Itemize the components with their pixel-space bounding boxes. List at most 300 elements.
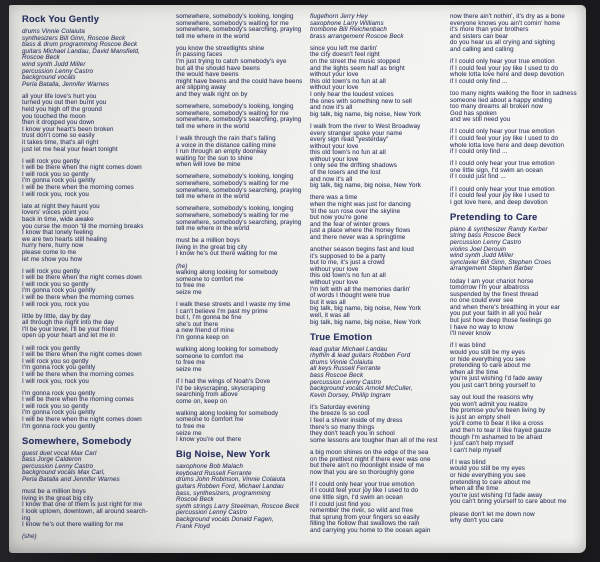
- lyric-line: tomorrow I'm your albatross: [450, 284, 530, 292]
- lyric-line: do you hear us all crying and sighing: [450, 39, 555, 47]
- lyric-line: if I could only hear your true emotion: [450, 185, 555, 193]
- stanza: [176, 347, 316, 373]
- lyric-line: held you high off the ground: [22, 106, 102, 114]
- lyric-line: a big moon shines on the edge of the sea: [310, 448, 429, 456]
- stanza: [310, 482, 452, 535]
- lyric-line: the city doesn't feel right: [310, 51, 380, 59]
- credit-line: percussion Lenny Castro: [176, 509, 248, 517]
- lyric-line: I will be there when the morning comes: [22, 370, 134, 378]
- lyric-line: somewhere, somebody's looking, longing: [176, 205, 294, 213]
- lyric-line: I'm gonna rock you gently: [22, 389, 96, 397]
- lyric-line: someone to comfort me: [176, 275, 244, 283]
- lyric-line: ing: [22, 514, 31, 522]
- song-title: [176, 449, 316, 459]
- lyric-line: if I could only hear your true emotion: [310, 480, 415, 488]
- lyric-line: I will be there when the night comes down: [22, 415, 142, 423]
- lyric-line: of words I thought were true: [310, 292, 391, 300]
- lyric-line: without your love: [310, 71, 359, 79]
- lyric-line: some lessons are tougher than all of the rest: [310, 436, 438, 444]
- lyric-line: you just can't bring yourself to: [450, 381, 536, 389]
- credit-line: bass Roscoe Beck: [310, 372, 364, 379]
- lyric-line: to free me: [176, 282, 206, 290]
- lyric-line: big talk, big name, big noise, New York: [310, 305, 421, 313]
- credit-line: percussion Lenny Castro: [450, 239, 522, 247]
- lyric-line: why don't you care: [450, 517, 504, 525]
- lyric-line: I got love here, and deep devotion: [450, 198, 548, 206]
- song-title: [22, 14, 172, 24]
- credit-line: background vocals Donald Fagen,: [176, 516, 274, 523]
- lyric-line: I will rock you so gently: [22, 280, 89, 288]
- stanza: [22, 269, 172, 309]
- lyric-line: this old town's no fun at all: [310, 272, 386, 280]
- lyric-line: of the losers and the lost: [310, 169, 381, 177]
- lyric-line: and they walk right on by: [176, 91, 248, 99]
- lyric-line: I know he's out there waiting for me: [22, 521, 124, 529]
- lyric-line: and the lights seem half as bright: [310, 64, 405, 72]
- stanza: [450, 91, 582, 124]
- lyric-line: I look uptown, downtown, all around search-: [22, 507, 148, 515]
- stanza: [450, 343, 582, 389]
- lyric-line: too many nights walking the floor in sadness: [450, 89, 577, 97]
- lyric-line: pretending to care about me: [450, 362, 531, 370]
- lyric-line: I know that lonely feeling: [22, 229, 93, 237]
- credit-line: keyboard Russell Ferrante: [176, 469, 252, 477]
- credits-block: [310, 347, 452, 400]
- lyric-line: remember the river, so wild and free: [310, 507, 414, 515]
- lyric-line: one little sign, I'd swim an ocean: [310, 494, 403, 501]
- lyric-line: today I am your chariot horse: [450, 277, 534, 285]
- lyric-line: now there ain't nothin', it's dry as a bone: [450, 13, 565, 20]
- credit-line: piano & synthesizer Randy Kerber: [450, 225, 548, 233]
- credit-line: bass, synthesizers, programming: [176, 489, 271, 497]
- lyric-line: whole lotta love here and deep devotion: [450, 141, 565, 149]
- credit-line: background vocals Max Carl,: [22, 469, 106, 477]
- lyric-line: tell me where in the world: [176, 32, 250, 40]
- lyric-line: I will be there when the night comes down: [22, 274, 142, 282]
- lyric-line: but to me, it's just a crowd: [310, 259, 385, 267]
- lyric-line: and then to tear it like frayed gauze: [450, 426, 552, 434]
- stanza: [22, 314, 172, 340]
- credit-line: synthesizers Bill Ginn, Roscoe Beck: [22, 34, 126, 42]
- lyric-line: I will rock you, rock you: [22, 377, 89, 385]
- credit-line: flugelhorn Jerry Hey: [310, 13, 368, 20]
- lyric-line: they don't teach you in school: [310, 430, 395, 438]
- credit-line: string bass Roscoe Beck: [450, 232, 521, 240]
- credit-line: bass & drum programming Roscoe Beck: [22, 41, 138, 49]
- lyric-line: somewhere, somebody's waiting for me: [176, 109, 289, 117]
- lyric-line: I walk through the rain that's falling: [176, 135, 276, 142]
- lyric-line: you'll come to bear it like a cross: [450, 420, 544, 428]
- credit-line: lead guitar Michael Landau: [310, 345, 388, 353]
- lyric-line: and sisters can bear: [450, 32, 509, 40]
- lyric-line: seize me: [176, 288, 202, 296]
- lyric-line: all your life love's hurt you: [22, 92, 97, 100]
- lyric-line: a new friend of mine: [176, 327, 235, 335]
- stanza: [450, 279, 582, 338]
- lyric-line: I'd be skyscraping, skyscraping: [176, 384, 266, 392]
- lyric-line: I will be there when the morning comes: [22, 184, 134, 192]
- lyric-line: the would have beens: [176, 71, 239, 79]
- credits-block: [22, 451, 172, 484]
- lyric-line: someone to comfort me: [176, 416, 244, 424]
- stanza: [22, 159, 172, 199]
- lyric-line: this old town's no fun at all: [310, 77, 386, 85]
- stanza: [176, 136, 316, 169]
- credit-line: rhythm & lead guitars Robben Ford: [310, 352, 411, 360]
- lyric-line: somewhere, somebody's searching, praying: [176, 116, 302, 124]
- lyric-line: when the night was just for dancing: [310, 200, 411, 208]
- lyric-line: to free me: [176, 422, 206, 430]
- lyric-line: I can't help myself: [450, 446, 502, 454]
- lyric-line: but now you're gone: [310, 214, 368, 222]
- lyric-line: someone lied about a happy ending: [450, 96, 553, 104]
- lyrics-column-2: [176, 14, 316, 536]
- lyric-line: I will rock you gently: [22, 267, 81, 275]
- lyric-line: there's so many things: [310, 423, 375, 431]
- lyric-line: somewhere, somebody's waiting for me: [176, 19, 289, 27]
- credit-line: all keys Russell Ferrante: [310, 365, 381, 373]
- lyric-line: if I could only hear your true emotion: [450, 160, 555, 168]
- lyric-line: filling the hollow that swallows the rain: [310, 520, 420, 528]
- lyric-line: must be a million boys: [176, 237, 240, 245]
- lyric-line: walking along looking for somebody: [176, 269, 279, 277]
- lyric-line: if I was blind: [450, 458, 486, 466]
- lyric-line: I will rock you so gently: [22, 402, 89, 410]
- lyric-line: you won't admit you realize: [450, 400, 528, 408]
- lyric-line: I know he's out there waiting for me: [176, 250, 278, 258]
- lyric-line: you put your faith in all you hear: [450, 310, 542, 318]
- lyric-line: I feel a shiver inside of my dress: [310, 417, 403, 425]
- lyric-line: just a place where the money flows: [310, 227, 411, 235]
- lyric-line: open up your heart and let me in: [22, 332, 115, 340]
- lyric-line: every stranger spoke your name: [310, 129, 403, 137]
- credit-line: background vocals: [22, 74, 76, 82]
- lyric-line: on the street the music stopped: [310, 58, 401, 66]
- stanza: [310, 247, 452, 326]
- credit-line: wind synth Judd Miller: [450, 252, 514, 260]
- lyric-line: you know the streetlights shine: [176, 44, 265, 52]
- credit-line: drums John Robinson, Vinnie Colaiuta: [176, 476, 286, 484]
- lyric-line: on the prettiest night if there ever was one: [310, 455, 431, 463]
- stanza: [176, 411, 316, 444]
- lyric-line: I will rock you, rock you: [22, 190, 89, 198]
- stanza: [450, 512, 582, 525]
- lyric-line: 'til the sun rose over the skyline: [310, 207, 401, 215]
- lyric-line: big talk, big name, big noise, New York: [310, 110, 421, 118]
- lyric-line: you touched the moon: [22, 112, 86, 120]
- lyric-line: living in the great big city: [22, 494, 94, 502]
- lyric-line: if I could feel your joy like I used to do: [310, 487, 419, 495]
- credit-line: wind synth Judd Miller: [22, 60, 86, 68]
- stanza: [176, 379, 316, 405]
- lyric-line: there was a time: [310, 194, 358, 202]
- lyric-line: please don't let me down now: [450, 510, 535, 518]
- lyric-line: without your love: [310, 84, 359, 92]
- lyric-line: I'm gonna rock you gently: [22, 177, 96, 185]
- stanza: [450, 129, 582, 155]
- lyric-line: somewhere, somebody's searching, praying: [176, 26, 302, 34]
- lyric-line: big talk, big name, big noise, New York: [310, 318, 421, 326]
- credit-line: Frank Floyd: [176, 522, 210, 530]
- credit-line: trombone Bill Reichenbach: [310, 26, 387, 34]
- lyric-line: that sprung from your fingers so easily: [310, 513, 420, 521]
- credit-line: background vocals Arnold McCuller,: [310, 385, 413, 393]
- lyric-line: I can't believe I'm past my prime: [176, 307, 268, 315]
- lyric-line: I only hear the loudest voices: [310, 91, 394, 99]
- stanza: [176, 302, 316, 342]
- lyric-line: seize me: [176, 429, 202, 437]
- lyric-line: somewhere, somebody's waiting for me: [176, 211, 289, 219]
- lyric-line: I run through an empty doorway: [176, 148, 267, 156]
- lyric-line: I know you're out there: [176, 436, 242, 444]
- stanza: [450, 187, 582, 207]
- lyric-line: and there never was a springtime: [310, 233, 406, 241]
- lyric-line: trust don't come so easily: [22, 132, 95, 140]
- credit-line: percussion Lenny Castro: [310, 378, 382, 386]
- credit-line: Kevin Dorsey, Phillip Ingram: [310, 391, 391, 399]
- lyric-line: if I could feel your joy like I used to: [450, 192, 550, 200]
- lyric-line: I will rock you gently: [22, 157, 81, 165]
- lyric-line: come on, keep on: [176, 397, 228, 405]
- credit-line: guitars Michael Landau, David Mansfield,: [22, 47, 140, 55]
- lyric-line: waiting for the sun to shine: [176, 154, 253, 162]
- lyric-line: no one could ever see: [450, 297, 514, 305]
- lyric-line: the promise you've been living by: [450, 407, 546, 415]
- lyric-line: I'm gonna rock you gently: [22, 287, 96, 295]
- stanza: [22, 94, 172, 153]
- stanza: [450, 161, 582, 181]
- credit-line: Roscoe Beck: [176, 496, 214, 504]
- lyric-line: tell me where in the world: [176, 193, 250, 201]
- lyric-line: somewhere, somebody's looking, longing: [176, 103, 294, 111]
- song-title-text: Somewhere, Somebody: [22, 434, 132, 446]
- lyric-line: and now it's all: [310, 104, 353, 112]
- lyric-line: if I could only find ...: [450, 148, 508, 156]
- lyric-line: without your love: [310, 155, 359, 163]
- lyric-line: if I could just find ...: [450, 173, 506, 181]
- stanza: [176, 206, 316, 232]
- lyric-line: turned you out then burnt you: [22, 99, 107, 107]
- lyric-line: without your love: [310, 142, 359, 150]
- song-title: [450, 212, 582, 222]
- lyric-line: too many dreams all broken now: [450, 103, 544, 111]
- lyric-line: and the fear of winter grows: [310, 220, 390, 228]
- lyric-line: she's out there: [176, 320, 219, 328]
- lyrics-column-1: [22, 14, 172, 546]
- stanza: [22, 346, 172, 386]
- credit-line: saxophone Bob Malach: [176, 463, 244, 471]
- lyric-line: searching from above: [176, 391, 238, 399]
- lyric-line: it takes time, that's all right: [22, 139, 99, 146]
- lyric-line: without your love: [310, 265, 359, 273]
- lyrics-column-4: [450, 14, 582, 530]
- credit-line: Perla Batalla, Jennifer Warnes: [22, 80, 110, 88]
- lyric-line: I'll be your lover, I'll be your friend: [22, 325, 119, 333]
- stanza: [176, 238, 316, 258]
- lyric-line: and calling and calling: [450, 45, 514, 53]
- credit-line: percussion Lenny Castro: [22, 67, 94, 75]
- stanza: [22, 534, 172, 541]
- lyric-line: all through the night into the day: [22, 319, 115, 327]
- credit-line: percussion Lenny Castro: [22, 462, 94, 470]
- lyric-line: I'm gonna rock you gently: [22, 422, 96, 430]
- lyric-line: someone to comfort me: [176, 352, 244, 360]
- lyric-line: hurry here, hurry now: [22, 242, 84, 250]
- lyric-line: one little sign, I'd swim an ocean: [450, 166, 543, 174]
- stanza: [450, 14, 582, 54]
- lyric-line: and we still need you: [450, 116, 511, 124]
- lyric-line: I'm gonna keep on: [176, 333, 229, 341]
- credit-line: drums Vinnie Colaiuta: [310, 358, 373, 366]
- lyric-line: it's more than your brothers: [450, 26, 529, 34]
- lyric-line: I will be there when the night comes down: [22, 164, 142, 172]
- lyric-line: are slipping away: [176, 84, 226, 92]
- credit-line: synclavier Bill Ginn, Stephen Croes: [450, 258, 552, 266]
- lyric-line: might have beens and the could have beens: [176, 77, 303, 85]
- lyric-line: must be a million boys: [22, 488, 86, 496]
- lyric-line: then it dropped you down: [22, 119, 95, 127]
- stanza: [310, 124, 452, 190]
- lyric-line: but there ain't no moonlight inside of me: [310, 462, 425, 470]
- lyric-line: would you still be my eyes: [450, 348, 525, 356]
- lyric-line: in passing faces: [176, 51, 223, 59]
- lyric-line: is just an empty shell: [450, 413, 511, 421]
- lyric-line: just let me heal your heart tonight: [22, 145, 118, 153]
- lyric-line: if I had the wings of Noah's Dove: [176, 377, 271, 385]
- lyrics-column-3: [310, 14, 452, 540]
- lyric-line: you're just wishing I'd fade away: [450, 375, 543, 383]
- credit-line: guest duet vocal Max Carl: [22, 449, 97, 457]
- lyric-line: it's Saturday evening: [310, 403, 370, 411]
- lyric-line: but it was all: [310, 298, 346, 306]
- lyric-line: you can't bring yourself to care about me: [450, 498, 567, 506]
- lyric-line: I will be there when the morning comes: [22, 396, 134, 404]
- lyric-line: a voice in the distance calling mine: [176, 141, 276, 149]
- stanza: [310, 195, 452, 241]
- lyric-line: you curse the moon 'til the morning breaks: [22, 222, 144, 230]
- lyric-line: if I could feel your joy like I used to do: [450, 135, 559, 142]
- credit-line: Perla Batalla and Jennifer Warnes: [22, 476, 120, 484]
- lyric-line: it's supposed to be a party: [310, 252, 386, 260]
- credit-line: saxophone Larry Williams: [310, 19, 384, 27]
- lyric-line: I'm gonna rock you gently: [22, 364, 96, 372]
- lyric-line: little by little, day by day: [22, 312, 91, 320]
- lyric-line: when all the time: [450, 368, 499, 376]
- lyric-line: I'm gonna rock you gently: [22, 409, 96, 417]
- lyric-line: back in time, wide awake: [22, 215, 94, 223]
- stanza: [450, 59, 582, 85]
- credit-line: brass arrangement Roscoe Beck: [310, 32, 404, 40]
- stanza: [22, 489, 172, 529]
- stanza: [22, 204, 172, 263]
- lyric-line: since you left me darlin': [310, 44, 378, 52]
- lyric-line: I will rock you, rock you: [22, 300, 89, 308]
- lyric-line: the breeze is so cool: [310, 410, 370, 418]
- lyric-line: when will love be mine: [176, 161, 241, 169]
- lyric-line: I just can't help myself: [450, 440, 514, 448]
- lyric-line: if I could feel your joy like I used to do: [450, 64, 559, 72]
- lyric-line: (he): [176, 262, 188, 270]
- lyric-line: I'll never know: [450, 330, 491, 338]
- lyric-line: I will rock you so gently: [22, 357, 89, 365]
- song-title: [310, 332, 452, 342]
- lyric-line: we are two hearts still healing: [22, 235, 107, 243]
- lyric-line: big talk, big name, big noise, New York: [310, 182, 421, 190]
- lyric-line: I walk these streets and I waste my time: [176, 300, 291, 308]
- stanza: [310, 405, 452, 445]
- lyric-line: if I could just find you: [310, 500, 371, 508]
- lyric-line: but just how deep those feelings go: [450, 317, 552, 325]
- lyric-line: say out loud the reasons why: [450, 394, 534, 401]
- lyric-line: if I could only hear your true emotion: [450, 58, 555, 66]
- lyric-line: if I could only hear your true emotion: [450, 128, 555, 136]
- lyric-line: I will be there when the night comes down: [22, 351, 142, 359]
- lyric-line: if I was blind: [450, 342, 486, 350]
- credit-line: Roscoe Beck: [22, 54, 60, 62]
- lyric-line: tell me where in the world: [176, 225, 250, 233]
- credits-block: [450, 227, 582, 273]
- lyric-line: would you still be my eyes: [450, 465, 525, 473]
- lyric-line: lovers' voices point you: [22, 209, 89, 217]
- lyric-line: to free me: [176, 359, 206, 367]
- stanza: [176, 264, 316, 297]
- stanza: [176, 46, 316, 99]
- lyric-line: walking along looking for somebody: [176, 409, 279, 417]
- lyric-line: I walk from the river to West Broadway: [310, 122, 421, 130]
- lyric-line: and now it's all: [310, 175, 353, 183]
- lyric-line: well, it was all: [310, 311, 350, 319]
- lyric-line: another season begins fast and loud: [310, 246, 414, 253]
- credit-line: synth strings Larry Steelman, Roscoe Beck: [176, 502, 300, 510]
- lyric-line: when all the time: [450, 485, 499, 493]
- lyric-line: I will rock you so gently: [22, 170, 89, 178]
- stanza: [22, 391, 172, 431]
- lyric-line: and carrying you home to the ocean again: [310, 526, 431, 534]
- song-title-text: Pretending to Care: [450, 210, 538, 222]
- lyric-line: if I could only find ...: [450, 77, 508, 85]
- song-title-text: Big Noise, New York: [176, 448, 271, 460]
- stanza: [450, 395, 582, 454]
- lyric-line: living in the great big city: [176, 243, 248, 251]
- lyric-line: somewhere, somebody's searching, praying: [176, 218, 302, 226]
- lyric-line: somewhere, somebody's looking, longing: [176, 173, 294, 181]
- lyric-line: please come to me: [22, 248, 77, 256]
- lyric-line: I will rock you gently: [22, 344, 81, 352]
- credit-line: drums Vinnie Colaiuta: [22, 28, 85, 35]
- lyric-line: pretending to care about me: [450, 478, 531, 486]
- lyric-line: but all the should have beens: [176, 64, 260, 72]
- lyric-line: somewhere, somebody's searching, praying: [176, 186, 302, 194]
- lyric-line: I have no way to know: [450, 323, 514, 331]
- lyric-line: the ones with something new to sell: [310, 97, 412, 105]
- song-title: [22, 436, 172, 446]
- lyric-line: somewhere, somebody's waiting for me: [176, 180, 289, 188]
- liner-notes-page: [9, 5, 586, 553]
- lyric-line: (she): [22, 533, 37, 541]
- lyric-line: walking along looking for somebody: [176, 346, 279, 354]
- lyric-line: every sign read "yesterday": [310, 136, 389, 144]
- credits-block: [310, 14, 452, 40]
- lyric-line: everyone knows you ain't comin' home: [450, 19, 561, 27]
- lyric-line: I know your heart's been broken: [22, 125, 114, 133]
- lyric-line: though I'm ashamed to be afraid: [450, 433, 543, 441]
- lyric-line: suspended by the finest thread: [450, 290, 539, 298]
- lyric-line: this old town's no fun at all: [310, 149, 386, 157]
- song-title-text: Rock You Gently: [22, 13, 100, 24]
- lyric-line: whole lotta love here and deep devotion: [450, 71, 565, 79]
- lyric-line: I will be there when the morning comes: [22, 293, 134, 301]
- lyric-line: without your love: [310, 278, 359, 286]
